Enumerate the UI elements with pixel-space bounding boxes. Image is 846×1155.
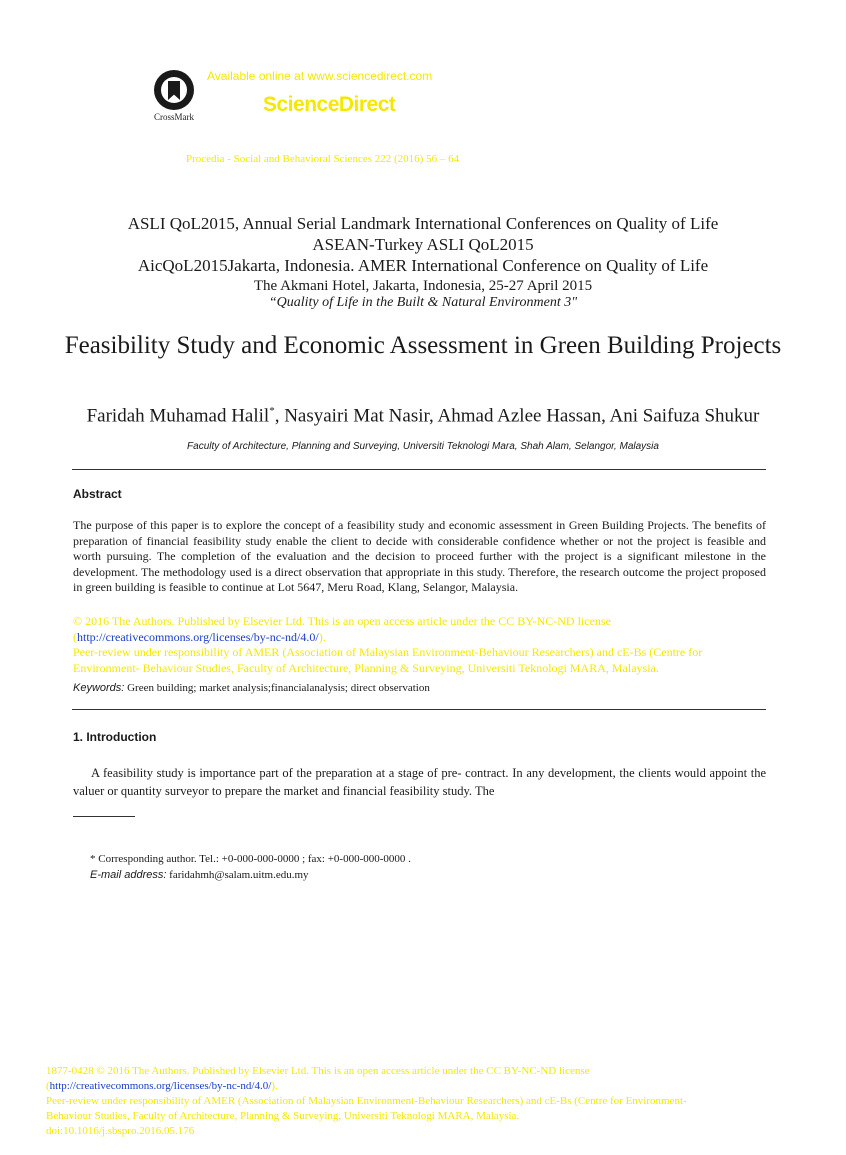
conference-venue: The Akmani Hotel, Jakarta, Indonesia, 25-27 April 2015	[253, 278, 593, 294]
license-line: © 2016 The Authors. Published by Elsevier Ltd. This is an open access article under the CC BY-NC-ND license	[73, 614, 611, 628]
license-block	[73, 614, 766, 676]
crossmark-badge[interactable]	[150, 70, 198, 122]
crossmark-label: CrossMark	[154, 112, 194, 122]
peer-review-statement: Peer-review under responsibility of AMER (Association of Malaysian Environment-Behaviour Researchers) and cE-Bs (Centre for Environment- Behaviour Studies, Faculty of Architecture, Planning & Surveying, Universiti Teknologi MARA, Malaysia.	[73, 645, 703, 675]
email-address[interactable]: faridahmh@salam.uitm.edu.my	[166, 869, 309, 881]
paper-title: Feasibility Study and Economic Assessment in Green Building Projects	[64, 332, 782, 359]
bottom-license-link[interactable]: http://creativecommons.org/licenses/by-nc-nd/4.0/	[49, 1080, 272, 1092]
footnote-divider	[73, 816, 135, 817]
keywords-label: Keywords:	[73, 682, 125, 694]
abstract-heading: Abstract	[73, 487, 122, 501]
sciencedirect-logo[interactable]: ScienceDirect	[263, 93, 396, 116]
issn-line: 1877-0428 © 2016 The Authors. Published by Elsevier Ltd. This is an open access article under the CC BY-NC-ND license	[46, 1065, 590, 1077]
abstract-body: The purpose of this paper is to explore the concept of a feasibility study and economic assessment in Green Building Projects. The benefits of preparation of financial feasibility study enable the client to decide with considerable confidence whether or not the project is feasible and worth pursuing. The completion of the evaluation and the decision to proceed further with the project is a significant milestone in the development. The methodology used is a direct observation that appropriate in this study. Therefore, the research outcome the project proposed in green building is feasible to continue at Lot 5647, Meru Road, Klang, Selangor, Malaysia.	[73, 518, 766, 594]
introduction-heading: 1. Introduction	[73, 730, 157, 744]
conference-theme: “Quality of Life in the Built & Natural Environment 3"	[268, 295, 578, 310]
bottom-open: (	[46, 1080, 50, 1092]
doi[interactable]: doi:10.1016/j.sbspro.2016.05.176	[46, 1125, 195, 1137]
first-author: Faridah Muhamad Halil	[86, 405, 270, 427]
available-online-link[interactable]: Available online at www.sciencedirect.com	[207, 69, 433, 83]
corresponding-author-mark[interactable]: *	[269, 405, 275, 417]
divider	[72, 469, 766, 470]
bottom-peer-review: Peer-review under responsibility of AMER (Association of Malaysian Environment-Behaviour Researchers) and cE-Bs (Centre for Environment- Behaviour Studies, Faculty of Architecture, Planning & Surveying, Universiti Teknologi MARA, Malaysia.	[46, 1095, 687, 1122]
conference-line-3: AicQoL2015Jakarta, Indonesia. AMER International Conference on Quality of Life	[137, 256, 709, 275]
license-close: ).	[318, 629, 326, 644]
license-open: (	[73, 629, 77, 644]
other-authors: , Nasyairi Mat Nasir, Ahmad Azlee Hassan, Ani Saifuza Shukur	[274, 405, 760, 427]
email-label: E-mail address:	[90, 869, 167, 881]
bottom-close: ).	[271, 1080, 278, 1092]
journal-reference: Procedia - Social and Behavioral Sciences 222 (2016) 56 – 64	[186, 153, 460, 165]
corresponding-author-footnote: * Corresponding author. Tel.: +0-000-000-0000 ; fax: +0-000-000-0000 .	[90, 853, 411, 865]
keywords-list: Green building; market analysis;financialanalysis; direct observation	[124, 682, 430, 694]
license-link[interactable]: http://creativecommons.org/licenses/by-nc-nd/4.0/	[77, 629, 319, 644]
divider	[72, 709, 766, 710]
conference-line-1: ASLI QoL2015, Annual Serial Landmark International Conferences on Quality of Life	[127, 214, 719, 233]
crossmark-icon	[154, 70, 194, 110]
email-footnote	[90, 869, 309, 881]
author-list	[0, 405, 846, 427]
conference-line-2: ASEAN-Turkey ASLI QoL2015	[312, 235, 534, 254]
keywords	[73, 682, 430, 694]
affiliation: Faculty of Architecture, Planning and Surveying, Universiti Teknologi Mara, Shah Alam, Selangor, Malaysia	[187, 441, 659, 452]
introduction-body: A feasibility study is importance part of the preparation at a stage of pre- contract. In any development, the clients would appoint the valuer or quantity surveyor to prepare the market and financial feasibility study. The	[73, 766, 766, 798]
bottom-license-block	[46, 1064, 726, 1139]
